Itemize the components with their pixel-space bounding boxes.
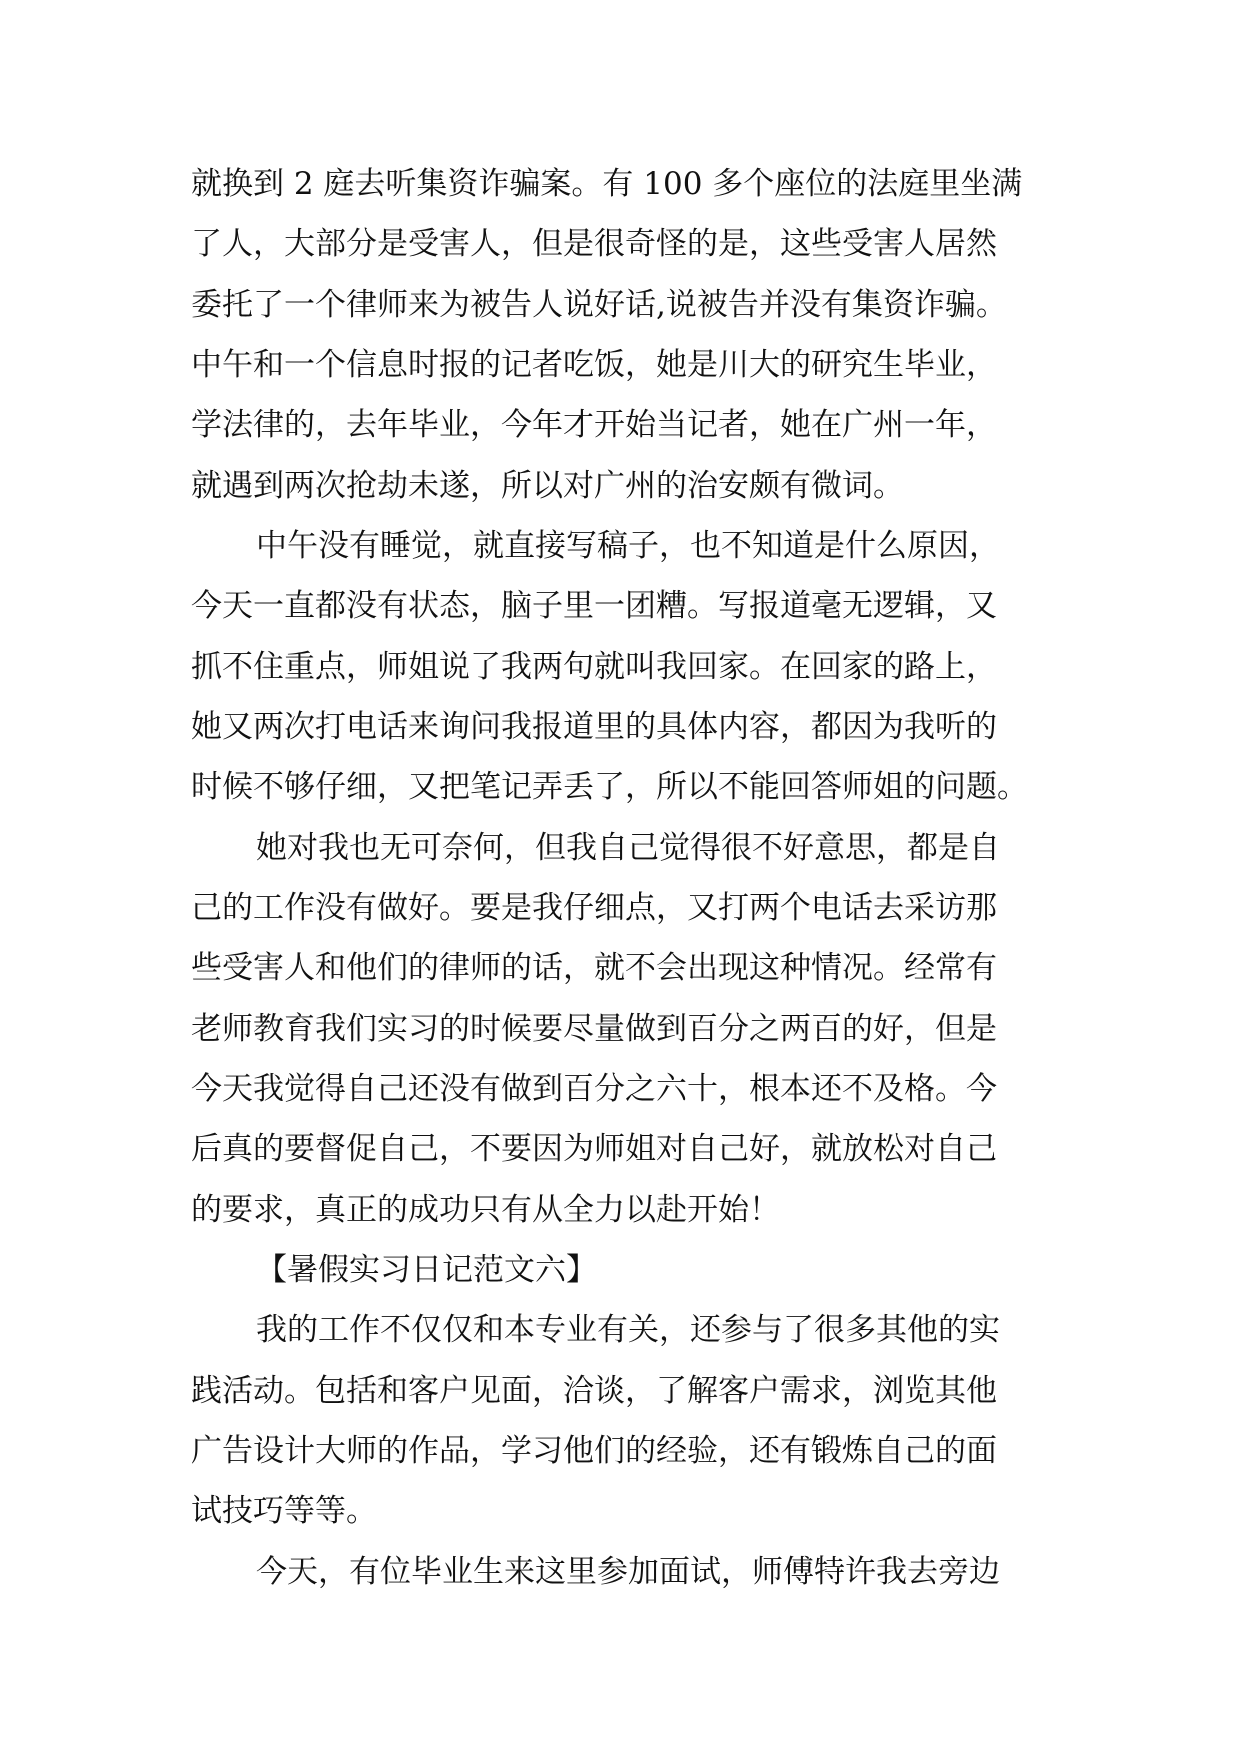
paragraph-start-line: 她对我也无可奈何，但我自己觉得很不好意思，都是自	[256, 830, 1000, 866]
text-line: 今天一直都没有状态，脑子里一团糟。写报道毫无逻辑，又	[191, 588, 997, 624]
text-line: 践活动。包括和客户见面，洽谈，了解客户需求，浏览其他	[191, 1373, 997, 1409]
text-line: 中午和一个信息时报的记者吃饭，她是川大的研究生毕业，	[191, 347, 997, 383]
text-line: 些受害人和他们的律师的话，就不会出现这种情况。经常有	[191, 950, 997, 986]
text-line: 就换到 2 庭去听集资诈骗案。有 100 多个座位的法庭里坐满	[191, 166, 1023, 202]
paragraph-start-line: 今天，有位毕业生来这里参加面试，师傅特许我去旁边	[256, 1554, 1000, 1590]
text-line: 时候不够仔细，又把笔记弄丢了，所以不能回答师姐的问题。	[191, 769, 1028, 805]
paragraph-start-line: 我的工作不仅仅和本专业有关，还参与了很多其他的实	[256, 1312, 1000, 1348]
text-line: 广告设计大师的作品，学习他们的经验，还有锻炼自己的面	[191, 1433, 997, 1469]
section-heading: 【暑假实习日记范文六】	[256, 1252, 597, 1288]
text-line: 试技巧等等。	[191, 1493, 377, 1529]
text-line: 学法律的，去年毕业，今年才开始当记者，她在广州一年，	[191, 407, 997, 443]
text-line: 她又两次打电话来询问我报道里的具体内容，都因为我听的	[191, 709, 997, 745]
text-line: 后真的要督促自己，不要因为师姐对自己好，就放松对自己	[191, 1131, 997, 1167]
text-line: 就遇到两次抢劫未遂，所以对广州的治安颇有微词。	[191, 468, 904, 504]
paragraph-start-line: 中午没有睡觉，就直接写稿子，也不知道是什么原因，	[256, 528, 1000, 564]
text-line: 今天我觉得自己还没有做到百分之六十，根本还不及格。今	[191, 1071, 997, 1107]
text-line: 己的工作没有做好。要是我仔细点，又打两个电话去采访那	[191, 890, 997, 926]
text-line: 老师教育我们实习的时候要尽量做到百分之两百的好，但是	[191, 1011, 997, 1047]
text-line: 抓不住重点，师姐说了我两句就叫我回家。在回家的路上，	[191, 649, 997, 685]
text-line: 了人，大部分是受害人，但是很奇怪的是，这些受害人居然	[191, 226, 997, 262]
text-line: 的要求，真正的成功只有从全力以赴开始！	[191, 1192, 780, 1228]
text-line: 委托了一个律师来为被告人说好话,说被告并没有集资诈骗。	[191, 287, 1007, 323]
